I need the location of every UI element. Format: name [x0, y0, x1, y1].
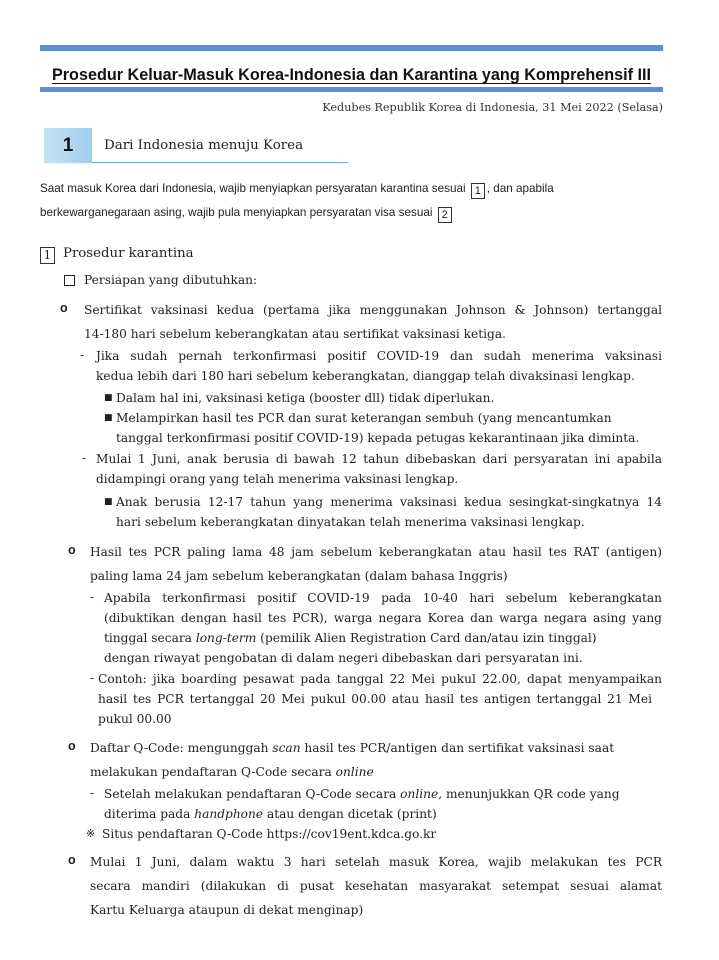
list-item: 14-180 hari sebelum keberangkatan atau sertifikat vaksinasi ketiga. [84, 327, 506, 341]
text-span-italic: scan [272, 741, 301, 755]
list-item [104, 806, 437, 822]
list-item: dengan riwayat pengobatan di dalam negeri dibebaskan dari persyaratan ini. [104, 651, 583, 665]
list-item: Apabila terkonfirmasi positif COVID-19 pada 10-40 hari sebelum keberangkatan [104, 591, 662, 605]
list-item [90, 740, 662, 756]
text-span-italic: online [400, 787, 439, 801]
list-item [90, 764, 374, 780]
dash-marker: - [90, 590, 95, 604]
dash-marker: - [90, 786, 95, 800]
list-item: Melampirkan hasil tes PCR dan surat keterangan sembuh (yang mencantumkan [116, 411, 612, 425]
list-item: kedua lebih dari 180 hari sebelum keberangkatan, dianggap telah divaksinasi lengkap. [96, 369, 635, 383]
document-title: Prosedur Keluar-Masuk Korea-Indonesia dan Karantina yang Komprehensif III [51, 66, 652, 84]
intro-text: , dan apabila [486, 182, 554, 195]
intro-text: Saat masuk Korea dari Indonesia, wajib menyiapkan persyaratan karantina sesuai [40, 182, 466, 195]
subsection-title: Prosedur karantina [63, 246, 194, 261]
dateline: Kedubes Republik Korea di Indonesia, 31 Mei 2022 (Selasa) [322, 101, 663, 114]
list-item: (dibuktikan dengan hasil tes PCR), warga negara Korea dan warga negara asing yang [104, 611, 662, 625]
bullet-square-icon: ■ [104, 497, 113, 507]
text-span: diterima pada [104, 807, 195, 821]
list-item: Anak berusia 12-17 tahun yang menerima vaksinasi kedua sesingkat-singkatnya 14 [116, 495, 662, 509]
list-item: Contoh: jika boarding pesawat pada tanggal 22 Mei pukul 22.00, dapat menyampaikan [98, 672, 662, 686]
reference-box-2: 2 [438, 207, 452, 223]
list-item: pukul 00.00 [98, 712, 172, 726]
list-item: hasil tes PCR tertanggal 20 Mei pukul 00.00 atau hasil tes antigen tertanggal 21 Mei [98, 692, 652, 706]
subsection-box: 1 [40, 247, 55, 264]
text-span: (pemilik Alien Registration Card dan/atau izin tinggal) [256, 631, 597, 645]
text-span-italic: long-term [195, 631, 257, 645]
circle-marker-icon: o [60, 301, 68, 315]
text-span: Setelah melakukan pendaftaran Q-Code secara [104, 787, 401, 801]
text-span: , menunjukkan QR code yang [438, 787, 620, 801]
list-item [104, 786, 662, 802]
q-code-site-note: Situs pendaftaran Q-Code https://cov19ent.kdca.go.kr [102, 827, 437, 841]
list-item [104, 630, 662, 646]
dash-marker: - [80, 348, 85, 362]
header-top-rule [40, 45, 663, 51]
intro-line-1 [40, 182, 663, 199]
circle-marker-icon: o [68, 853, 76, 867]
list-item: tanggal terkonfirmasi positif COVID-19) kepada petugas kekarantinaan jika diminta. [116, 431, 640, 445]
list-item: paling lama 24 jam sebelum keberangkatan (dalam bahasa Inggris) [90, 569, 508, 583]
text-span-italic: online [335, 765, 374, 779]
note-reference-icon: ※ [86, 827, 96, 840]
list-item: Dalam hal ini, vaksinasi ketiga (booster dll) tidak diperlukan. [116, 391, 495, 405]
section-underline [92, 162, 348, 163]
list-item: hari sebelum keberangkatan dinyatakan telah menerima vaksinasi lengkap. [116, 515, 585, 529]
text-span-italic: handphone [194, 807, 264, 821]
checkbox-square-icon [64, 275, 75, 286]
bullet-square-icon: ■ [104, 413, 113, 423]
subsection-heading [40, 246, 194, 264]
intro-line-2 [40, 206, 663, 223]
circle-marker-icon: o [68, 543, 76, 557]
intro-text: berkewarganegaraan asing, wajib pula menyiapkan persyaratan visa sesuai [40, 206, 433, 219]
list-item: Mulai 1 Juni, anak berusia di bawah 12 tahun dibebaskan dari persyaratan ini apabila [96, 452, 662, 466]
list-item: Mulai 1 Juni, dalam waktu 3 hari setelah masuk Korea, wajib melakukan tes PCR [90, 855, 662, 869]
dash-marker: - [82, 451, 87, 465]
text-span: Daftar Q-Code: mengunggah [90, 741, 273, 755]
text-span: tinggal secara [104, 631, 196, 645]
section-number-badge: 1 [44, 128, 92, 163]
text-span: melakukan pendaftaran Q-Code secara [90, 765, 336, 779]
section-title: Dari Indonesia menuju Korea [104, 138, 304, 153]
list-item: Kartu Keluarga ataupun di dekat menginap) [90, 903, 364, 917]
bullet-square-icon: ■ [104, 393, 113, 403]
dash-marker: - [90, 671, 95, 685]
circle-marker-icon: o [68, 739, 76, 753]
list-item: didampingi orang yang telah menerima vaksinasi lengkap. [96, 472, 459, 486]
header-bottom-rule [40, 87, 663, 92]
reference-box-1: 1 [471, 183, 485, 199]
list-item: secara mandiri (dilakukan di pusat kesehatan masyarakat setempat sesuai alamat [90, 879, 662, 893]
text-span: atau dengan dicetak (print) [263, 807, 437, 821]
prep-label: Persiapan yang dibutuhkan: [84, 273, 258, 287]
list-item: Sertifikat vaksinasi kedua (pertama jika menggunakan Johnson & Johnson) tertanggal [84, 303, 662, 317]
text-span: hasil tes PCR/antigen dan sertifikat vaksinasi saat [300, 741, 615, 755]
list-item: Jika sudah pernah terkonfirmasi positif COVID-19 dan sudah menerima vaksinasi [96, 349, 662, 363]
list-item: Hasil tes PCR paling lama 48 jam sebelum keberangkatan atau hasil tes RAT (antigen) [90, 545, 662, 559]
